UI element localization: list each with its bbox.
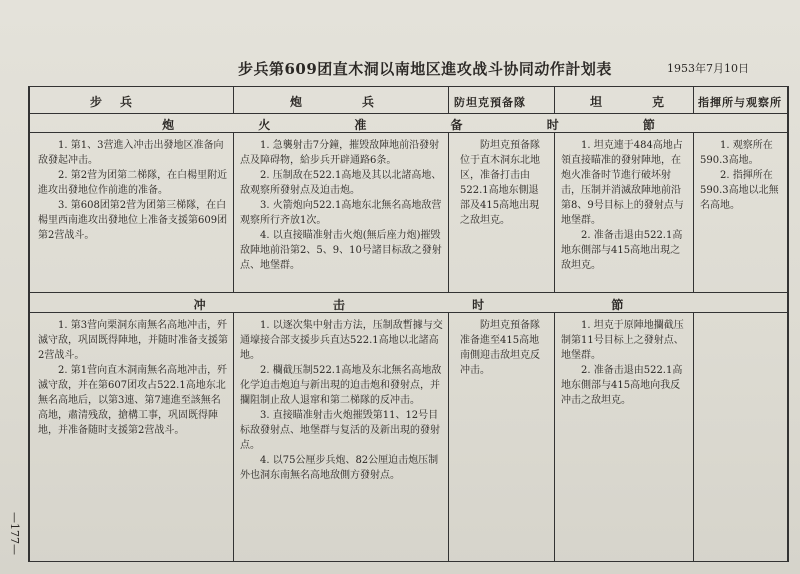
col-divider	[448, 132, 449, 292]
infantry-prep-item: 1. 第1、3营進入冲击出發地区准备向敌發起冲击。	[38, 140, 224, 166]
artillery-assault-item: 1. 以逐次集中射击方法，压制敌暫據与交通壕接合部支援步兵直达522.1高地以北諸高地。	[240, 320, 443, 361]
col-divider	[233, 86, 234, 113]
antitank-assault-item: 防坦克預备隊准备進至415高地南側迎击敌坦克反冲击。	[460, 320, 540, 376]
cell-command-prep	[700, 138, 782, 288]
tank-assault-item: 2. 准备击退由522.1高地东側部与415高地向我反冲击之敌坦克。	[561, 365, 683, 406]
table-top-rule	[30, 86, 787, 87]
command-prep-item: 1. 观察所在590.3高地。	[700, 140, 773, 166]
header-infantry: 步兵	[90, 95, 151, 109]
table-bottom-rule	[30, 561, 787, 562]
col-divider	[693, 132, 694, 292]
phase1-char: 备	[450, 118, 463, 132]
phase-assault	[30, 296, 787, 313]
header-artillery: 炮兵	[290, 95, 435, 109]
header-rule	[30, 113, 787, 114]
infantry-assault-item: 1. 第3营向栗洞东南無名高地冲击，歼滅守敌，巩固既得陣地，并随时准备支援第2营战斗。	[38, 320, 228, 361]
col-divider	[554, 86, 555, 113]
header-tank: 坦克	[590, 95, 715, 109]
artillery-assault-item: 2. 欄截压制522.1高地及东北無名高地敌化学迫击炮迫与新出現的迫击炮和發射点，并攔阻制止敌人退窜和第二梯隊的反冲击。	[240, 365, 442, 406]
phase2-char: 節	[611, 298, 624, 312]
cell-artillery-assault	[240, 318, 444, 556]
cell-tank-assault	[561, 318, 688, 556]
document-date: 1953年7月10日	[667, 62, 749, 75]
phase2-char: 时	[472, 298, 485, 312]
tank-prep-item: 2. 准备击退由522.1高地东側部与415高地出現之敌坦克。	[561, 230, 683, 271]
phase2-char: 击	[332, 298, 345, 312]
infantry-prep-item: 3. 第608团第2营为团第三梯隊，在白楊里西南進攻出發地位上准备支援第609团第2营战斗。	[38, 200, 228, 241]
col-divider	[233, 312, 234, 561]
tank-assault-item: 1. 坦克于原陣地攔截压制第11号目标上之發射点、地堡群。	[561, 320, 684, 361]
infantry-assault-item: 2. 第1营向直木洞南無名高地冲击，歼滅守敌，并在第607团攻占522.1高地东北無名高地后，以第3連、第7連進至該無名高地，肅清残敌，搶構工事，巩固既得陣地，并准备随时支援第2营战斗。	[38, 365, 228, 436]
artillery-assault-item: 4. 以75公厘步兵炮、82公厘迫击炮压制外也洞东南無名高地敌側方發射点。	[240, 455, 439, 481]
phase1-char: 節	[642, 118, 655, 132]
col-divider	[448, 312, 449, 561]
row1-bottom-rule	[30, 292, 787, 293]
artillery-prep-item: 2. 压制敌在522.1高地及其以北諸高地、敌观察所發射点及迫击炮。	[240, 170, 442, 196]
phase1-char: 时	[546, 118, 559, 132]
tank-prep-item: 1. 坦克連于484高地占領直接瞄准的發射陣地，在炮火准备时节進行破坏射击，压制并消滅敌陣地前沿第8、9号目标上的發射点与地堡群。	[561, 140, 684, 226]
cell-antitank-assault	[460, 318, 548, 556]
infantry-prep-item: 2. 第2营为团第二梯隊，在白楊里附近進攻出發地位作前進的准备。	[38, 170, 228, 196]
header-antitank-reserve: 防坦克預备隊	[454, 96, 526, 109]
page-title: 步兵第609团直木洞以南地区進攻战斗协同动作計划表	[238, 60, 612, 78]
antitank-prep-item: 防坦克預备隊位于直木洞东北地区，准备打击由522.1高地东側退部及415高地出現之敌坦克。	[460, 140, 540, 226]
cell-infantry-assault	[38, 318, 228, 556]
cell-tank-prep	[561, 138, 688, 288]
header-command-observation: 指揮所与观察所	[698, 96, 782, 109]
artillery-prep-item: 3. 火箭炮向522.1高地东北無名高地敌营观察所行齐放1次。	[240, 200, 442, 226]
phase1-char: 火	[258, 118, 271, 132]
phase-artillery-preparation	[30, 116, 787, 133]
artillery-prep-item: 1. 急襲射击7分鐘，摧毁敌陣地前沿發射点及障碍物，給步兵开辟通路6条。	[240, 140, 440, 166]
cell-artillery-prep	[240, 138, 444, 288]
plan-table	[28, 86, 789, 562]
phase1-char: 准	[354, 118, 367, 132]
cell-command-assault	[700, 318, 782, 556]
col-divider	[693, 312, 694, 561]
phase1-char: 炮	[162, 118, 175, 132]
phase2-char: 冲	[193, 298, 206, 312]
col-divider	[448, 86, 449, 113]
artillery-assault-item: 3. 直接瞄准射击火炮摧毁第11、12号目标敌發射点、地堡群与复活的及新出現的發射点。	[240, 410, 440, 451]
cell-infantry-prep	[38, 138, 228, 288]
col-divider	[554, 312, 555, 561]
command-prep-item: 2. 指揮所在590.3高地以北無名高地。	[700, 170, 779, 211]
col-divider	[554, 132, 555, 292]
col-divider	[233, 132, 234, 292]
artillery-prep-item: 4. 以直接瞄准射击火炮(無后座力炮)摧毁敌陣地前沿第2、5、9、10号諸目标敌之發射点、地堡群。	[240, 230, 442, 271]
page-number: —177—	[8, 512, 21, 555]
cell-antitank-prep	[460, 138, 548, 288]
